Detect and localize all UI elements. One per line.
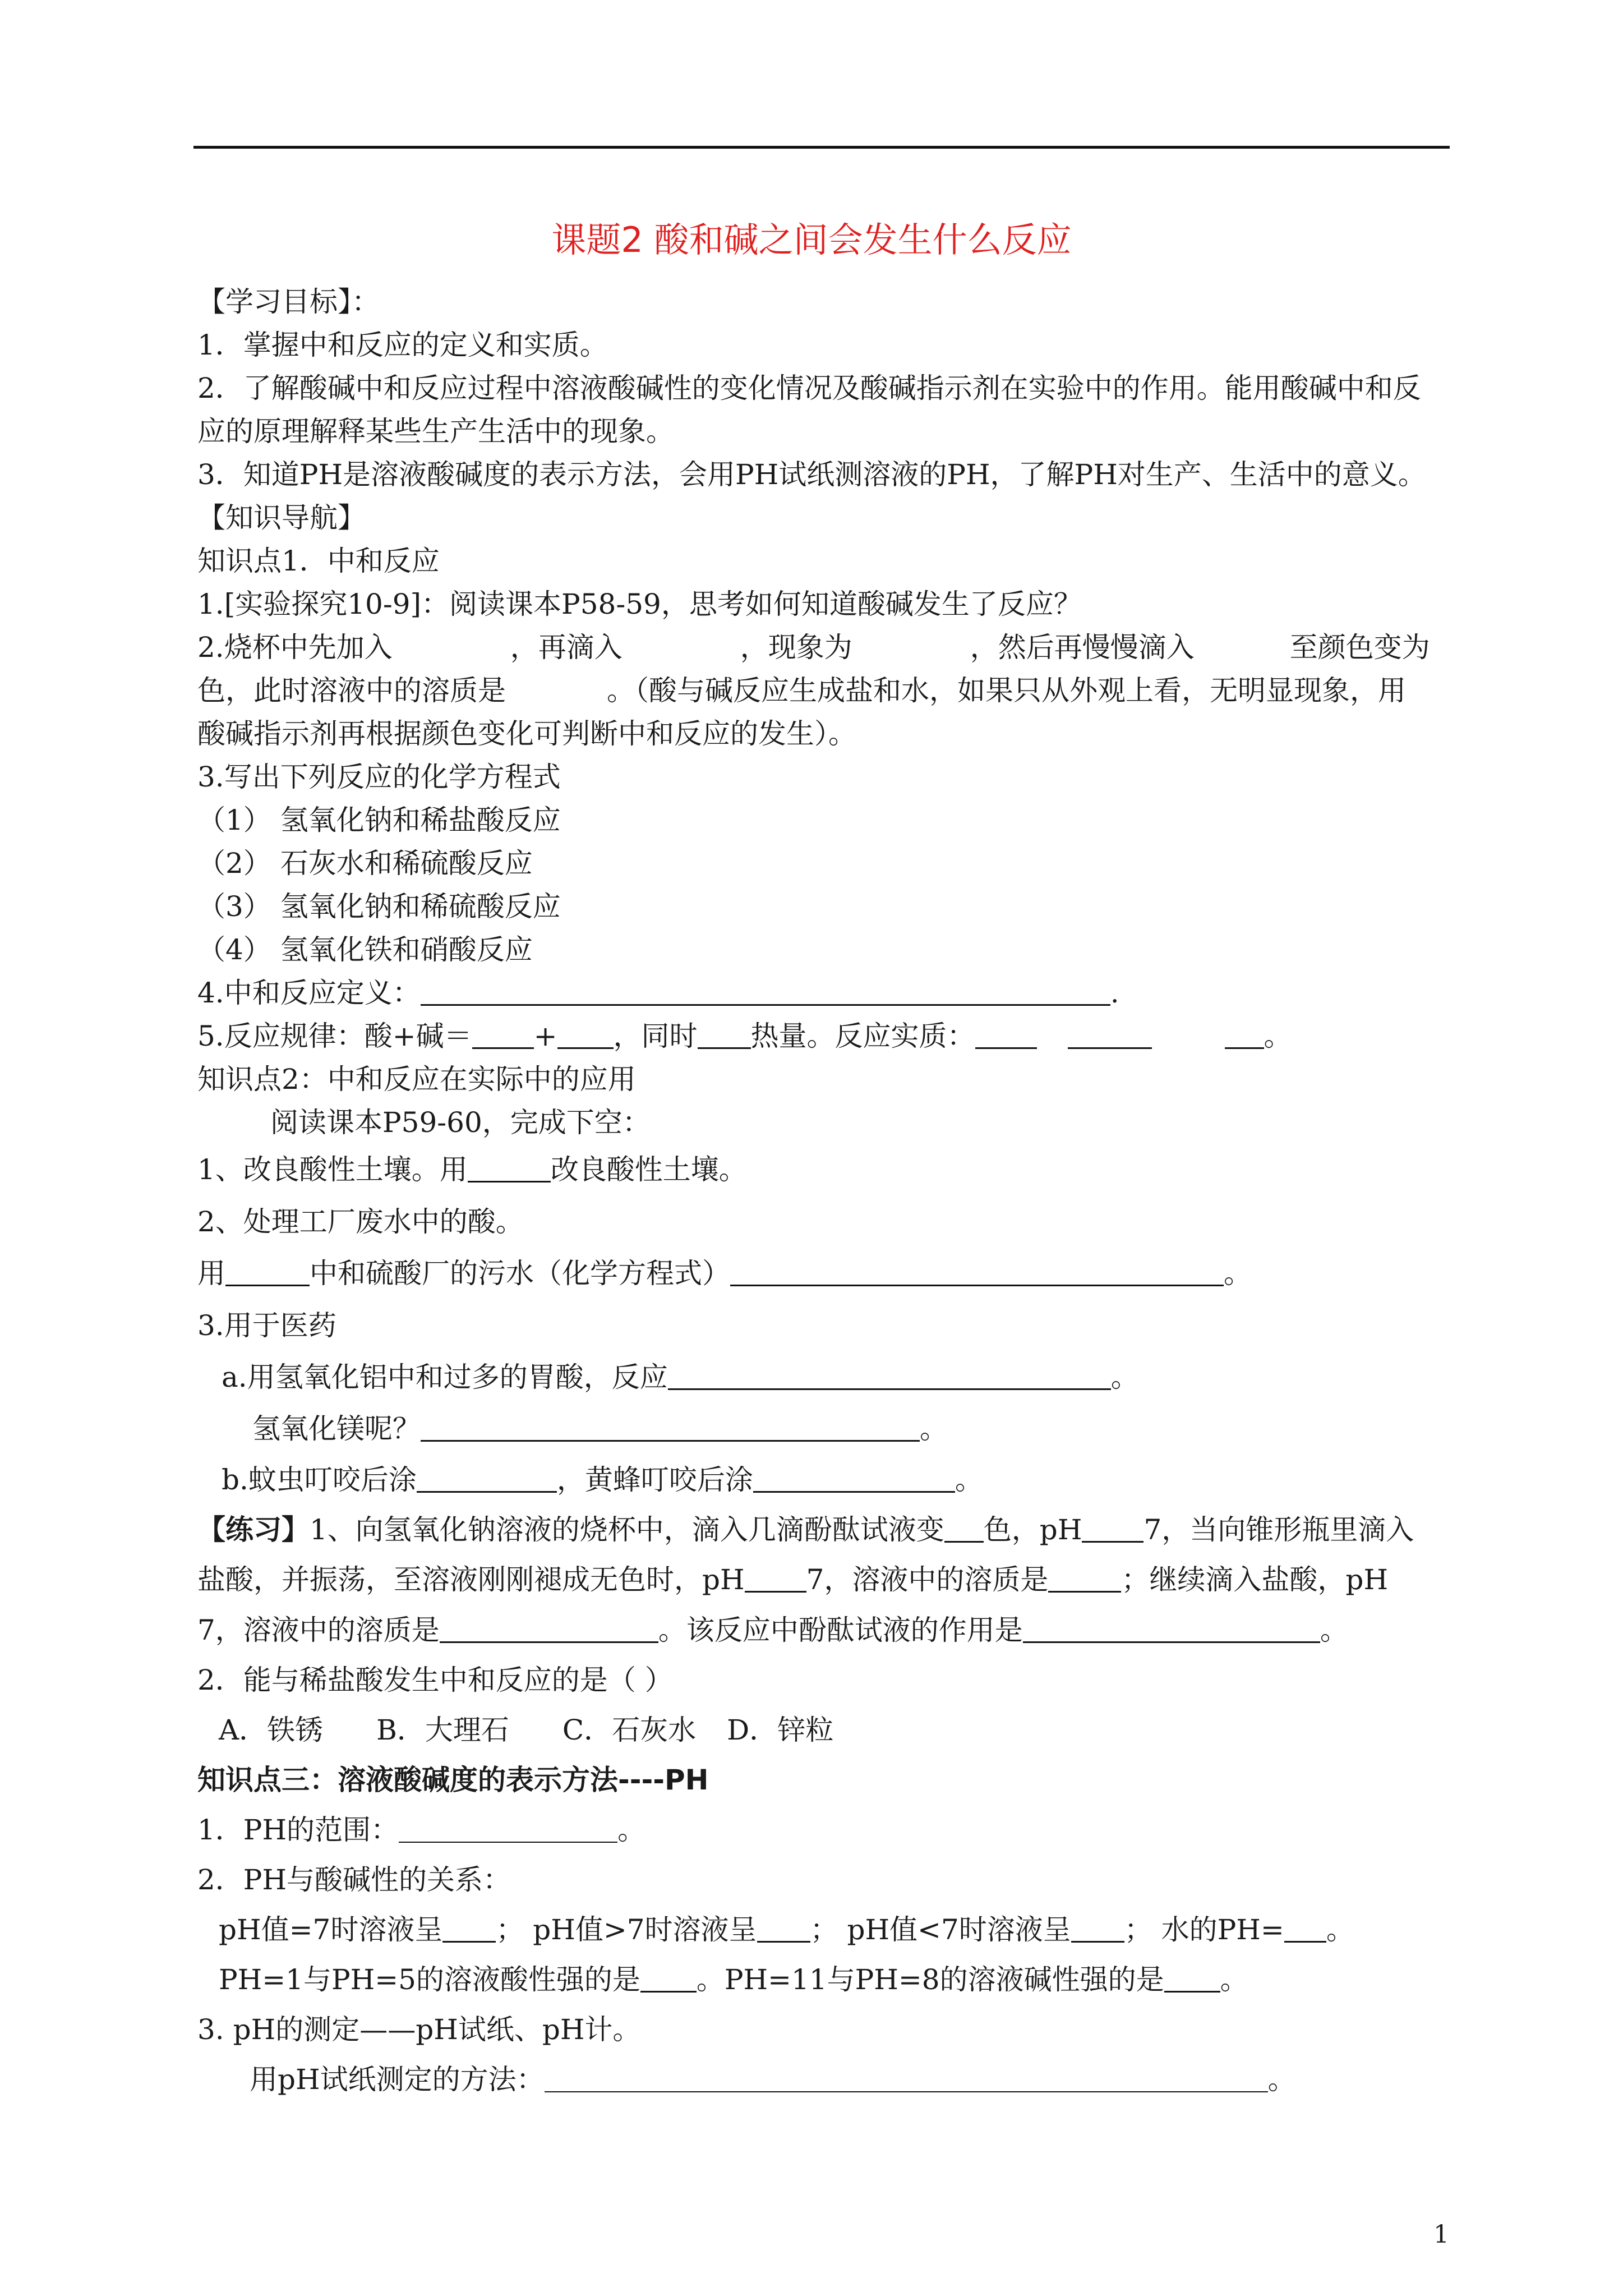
answer-blank[interactable] [225,1260,310,1286]
q5-end: 。 [1264,1020,1292,1052]
r2b-b: 。PH=11与PH=8的溶液碱性强的是 [696,1963,1164,1996]
r2b-end: 。 [1220,1963,1248,1996]
practice-line-2 [197,1563,1388,1596]
k3-item-1 [197,1813,645,1847]
k2-item-1 [197,1153,747,1186]
k2-item-2b [197,1257,1252,1290]
answer-blank[interactable] [557,1023,614,1049]
answer-blank[interactable] [1284,1916,1326,1943]
q2-text-a: 2.烧杯中先加入 [197,631,393,664]
q4-end: . [1110,977,1119,1009]
r2a-a: pH值=7时溶液呈 [219,1913,443,1946]
k2-item-3: 3.用于医药 [197,1309,336,1342]
answer-blank[interactable] [640,1966,697,1993]
answer-blank[interactable] [1048,1566,1121,1593]
option-a[interactable]: A．铁锈 [219,1714,324,1746]
p2-c: ；继续滴入盐酸，pH [1121,1563,1389,1596]
k1-question-2-line-2 [197,674,1406,707]
k1-question-4 [197,976,1119,1010]
answer-blank[interactable] [545,2067,1268,2092]
answer-blank[interactable] [399,1817,617,1843]
q5-d: 热量。反应实质： [750,1020,975,1052]
k1-question-1: 1.[实验探究10-9]：阅读课本P58-59，思考如何知道酸碱发生了反应？ [197,588,1082,620]
r1-end: 。 [617,1814,646,1846]
goal-2-line-2: 应的原理解释某些生产生活中的现象。 [197,415,674,448]
k1-question-2-line-1 [197,631,1430,664]
r2a-d: ； 水的PH= [1124,1913,1284,1946]
answer-blank[interactable] [1071,1916,1124,1943]
answer-blank[interactable] [417,1466,557,1493]
i2b-end: 。 [1224,1257,1252,1290]
r3b-text: 用pH试纸测定的方法： [250,2063,545,2096]
header-rule [193,146,1450,149]
page-number: 1 [1433,2220,1449,2249]
r2a-b: ； pH值>7时溶液呈 [496,1913,757,1946]
i3b-a: b.蚊虫叮咬后涂 [222,1464,417,1496]
k3-heading: 知识点三：溶液酸碱度的表示方法----PH [197,1764,709,1796]
option-b[interactable]: B．大理石 [376,1714,509,1746]
k3-item-2a [219,1913,1354,1947]
q2-text-b: ，再滴入 [510,631,623,664]
i1-a: 1、改良酸性土壤。用 [197,1153,468,1186]
k1-question-5 [197,1019,1292,1053]
practice-options [219,1713,833,1747]
answer-blank[interactable] [472,1023,534,1049]
answer-blank[interactable] [440,1617,658,1643]
nav-heading: 【知识导航】 [197,501,366,534]
i3m-text: 氢氧化镁呢？ [252,1412,421,1445]
p3-end: 。 [1320,1614,1348,1646]
answer-blank[interactable] [1082,1516,1144,1543]
k1-question-2-line-3: 酸碱指示剂再根据颜色变化可判断中和反应的发生）。 [197,717,856,750]
option-d[interactable]: D．锌粒 [727,1714,834,1746]
answer-blank[interactable] [975,1023,1037,1049]
r2b-a: PH=1与PH=5的溶液酸性强的是 [219,1963,640,1996]
k3-item-3: 3. pH的测定——pH试纸、pH计。 [197,2013,641,2046]
goal-1: 1．掌握中和反应的定义和实质。 [197,329,608,361]
answer-blank[interactable] [1068,1023,1152,1049]
k1-question-3: 3.写出下列反应的化学方程式 [197,761,561,793]
answer-blank[interactable] [421,1415,920,1442]
p1-b: 色，pH [983,1513,1082,1546]
reaction-1: （1） 氢氧化钠和稀盐酸反应 [197,804,561,836]
k2-intro: 阅读课本P59-60，完成下空： [270,1106,651,1139]
k2-heading: 知识点2：中和反应在实际中的应用 [197,1063,636,1096]
q2-text-d: ，然后再慢慢滴入 [970,631,1195,664]
r3b-end: 。 [1267,2063,1296,2096]
i2b-b: 中和硫酸厂的污水（化学方程式） [310,1257,730,1290]
i3b-b: ，黄蜂叮咬后涂 [556,1464,753,1496]
answer-blank[interactable] [1164,1966,1220,1993]
p1-c: 7，当向锥形瓶里滴入 [1144,1513,1414,1546]
practice-line-3 [197,1613,1348,1647]
k2-item-3m [252,1412,948,1446]
k2-item-3b [222,1463,983,1497]
q2-line2-a: 色，此时溶液中的溶质是 [197,674,506,707]
q5-b: + [533,1020,557,1052]
p3-a: 7，溶液中的溶质是 [197,1614,440,1646]
i2b-a: 用 [197,1257,225,1290]
answer-blank[interactable] [668,1364,1111,1390]
answer-blank[interactable] [1225,1023,1264,1049]
study-goals-heading: 【学习目标】： [197,286,380,318]
q5-a: 5.反应规律：酸+碱＝ [197,1020,472,1052]
answer-blank[interactable] [421,979,1110,1006]
i3b-end: 。 [955,1464,983,1496]
answer-blank[interactable] [944,1516,984,1543]
goal-2-line-1: 2．了解酸碱中和反应过程中溶液酸碱性的变化情况及酸碱指示剂在实验中的作用。能用酸碱中和反 [197,372,1421,404]
p1-a: 1、向氢氧化钠溶液的烧杯中，滴入几滴酚酞试液变 [310,1513,944,1546]
answer-blank[interactable] [745,1566,806,1593]
k2-item-2: 2、处理工厂废水中的酸。 [197,1205,524,1238]
answer-blank[interactable] [730,1260,1224,1286]
k1-heading: 知识点1．中和反应 [197,545,440,577]
practice-question-2: 2．能与稀盐酸发生中和反应的是（ ） [197,1664,673,1696]
reaction-3: （3） 氢氧化钠和稀硫酸反应 [197,890,561,923]
i3a-text: a.用氢氧化铝中和过多的胃酸，反应 [222,1361,668,1393]
q2-text-e: 至颜色变为 [1289,631,1430,664]
r1-a: 1．PH的范围： [197,1814,399,1846]
r2a-c: ； pH值<7时溶液呈 [810,1913,1071,1946]
q2-text-c: ，现象为 [740,631,852,664]
k3-item-3b [250,2063,1296,2096]
k3-item-2: 2．PH与酸碱性的关系： [197,1864,511,1896]
practice-label: 【练习】 [197,1513,310,1546]
k2-item-3a [222,1360,1139,1394]
answer-blank[interactable] [442,1916,496,1943]
goal-3: 3．知道PH是溶液酸碱度的表示方法，会用PH试纸测溶液的PH，了解PH对生产、生活中的意义。 [197,458,1426,491]
i1-b: 改良酸性土壤。 [550,1153,747,1186]
answer-blank[interactable] [1023,1617,1320,1643]
k3-item-2b [219,1963,1248,1996]
q2-line2-b: 。（酸与碱反应生成盐和水，如果只从外观上看，无明显现象，用 [607,674,1406,707]
i3a-end: 。 [1110,1361,1139,1393]
answer-blank[interactable] [757,1916,810,1943]
p2-b: 7，溶液中的溶质是 [806,1563,1049,1596]
page-title: 课题2 酸和碱之间会发生什么反应 [551,219,1072,260]
answer-blank[interactable] [753,1466,955,1493]
answer-blank[interactable] [468,1156,551,1182]
answer-blank[interactable] [698,1023,751,1049]
p2-a: 盐酸，并振荡，至溶液刚刚褪成无色时，pH [197,1563,745,1596]
i3m-end: 。 [920,1412,948,1445]
reaction-2: （2） 石灰水和稀硫酸反应 [197,847,533,880]
p3-b: 。该反应中酚酞试液的作用是 [658,1614,1023,1646]
q4-text: 4.中和反应定义： [197,977,421,1009]
r2a-end: 。 [1326,1913,1354,1946]
q5-c: ，同时 [613,1020,698,1052]
option-c[interactable]: C．石灰水 [562,1714,697,1746]
practice-line-1 [197,1513,1414,1547]
reaction-4: （4） 氢氧化铁和硝酸反应 [197,933,533,966]
